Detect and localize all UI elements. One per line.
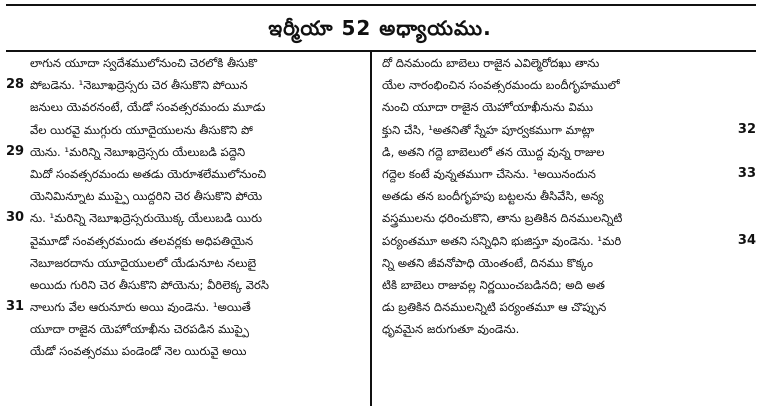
line-text: గద్దెల కంటే వున్నతముగా చేసెను. ¹అయినందున xyxy=(382,166,596,181)
verse-number: 31 xyxy=(6,299,25,315)
verse-number: 28 xyxy=(6,77,25,93)
line-text: ధృవమైన జరుగుతూ వుండెను. xyxy=(382,322,520,337)
text-line xyxy=(376,318,756,340)
text-line xyxy=(6,74,366,96)
line-text: వైమూడో సంవత్సరమందు తలవర్లకు అధిపతియైన xyxy=(30,233,254,248)
line-text: టికి బాబెలు రాజువల్ల నిర్ణయించబడినది; అది అత xyxy=(382,277,605,292)
text-line xyxy=(6,230,366,252)
line-text: డు బ్రతికిన దినములన్నిటి పర్యంతమూ ఆ చొప్పున xyxy=(382,300,607,315)
line-text: క్తుని చేసి, ¹అతనితో స్నేహ పూర్వకముగా మాట్లా xyxy=(382,122,595,137)
text-line xyxy=(6,318,366,340)
chapter-title: ఇర్మీయా 52 అధ్యాయము. xyxy=(268,16,492,40)
line-text: యెను. ¹మరిన్ని నెబూఖద్రెస్సరు యేలుబడి పద్దెని xyxy=(30,144,246,159)
verse-number: 30 xyxy=(6,210,25,226)
line-text: వేల యిరవై ముగ్గురు యూదైయులను తీసుకొని పో xyxy=(30,122,253,137)
line-text: జనులు యెవరనంటే, యేడో సంవత్సరమందు మూడు xyxy=(30,100,266,115)
line-text: ను. ¹మరిన్ని నెబూఖద్రెస్సరుయొక్క యేలుబడి యిరు xyxy=(30,211,262,226)
text-line xyxy=(376,230,756,252)
top-rule xyxy=(6,4,756,6)
text-line xyxy=(376,252,756,274)
line-text: యేడో సంవత్సరము పండెండో నెల యిరువై అయి xyxy=(30,344,247,359)
text-line xyxy=(376,141,756,163)
line-text: యూదా రాజైన యెహోయాఖీను చెరపడిన ముప్పై xyxy=(30,322,249,337)
text-line xyxy=(376,74,756,96)
line-text: యేల నారంభించిన సంవత్సరమందు బందీగృహములో xyxy=(382,78,620,93)
verse-number: 29 xyxy=(6,143,25,159)
text-line xyxy=(6,141,366,163)
text-line xyxy=(376,296,756,318)
text-line xyxy=(376,207,756,229)
text-line xyxy=(6,96,366,118)
line-text: నాలుగు వేల ఆరునూరు అయి వుండెను. ¹అయితే xyxy=(30,300,251,315)
line-text: లాగున యూదా స్వదేశములోనుంచి చెరలోకి తీసుకొ xyxy=(30,56,258,70)
line-text: పోబడెను. ¹నెబూఖద్రెస్సరు చెర తీసుకొని పోయిన xyxy=(30,78,248,93)
text-line xyxy=(6,119,366,141)
line-text: న్ని అతని జీవనోపాధి యెంతంటే, దినము కొక్కం xyxy=(382,255,593,270)
text-line xyxy=(6,340,366,362)
text-line xyxy=(376,274,756,296)
line-text: నెబూజరదాను యూదైయులలో యేడునూట నలుబై xyxy=(30,255,257,270)
line-text: మిదో సంవత్సరమందు అతడు యెరూశలేములోనుంచి xyxy=(30,166,267,181)
column-divider xyxy=(370,50,372,406)
verse-number: 32 xyxy=(737,121,756,137)
line-text: పర్యంతమూ అతని సన్నిధిని భుజిస్తూ వుండెను. ¹మరి xyxy=(382,233,622,248)
line-text: నుంచి యూదా రాజైన యెహోయాఖీనును విము xyxy=(382,100,594,115)
text-line xyxy=(6,185,366,207)
line-text: డి, అతని గద్దె బాబెలులో తన యొద్ద వున్న రాజుల xyxy=(382,144,605,159)
verse-number: 33 xyxy=(737,165,756,181)
line-text: అతడు తన బందీగృహపు బట్టలను తీసివేసి, అన్య xyxy=(382,189,604,204)
line-text: దో దినమందు బాబెలు రాజైన ఎవిల్మెరోదఖు తాను xyxy=(382,56,600,70)
text-line xyxy=(6,252,366,274)
line-text: అయిదు గురిని చెర తీసుకొని పోయెను; వీరిలెక్క వెరసి xyxy=(30,277,269,292)
line-text: యెనిమిన్నూట ముప్పై యిద్దరిని చెర తీసుకొని పోయె xyxy=(30,189,263,204)
verse-number: 34 xyxy=(737,232,756,248)
text-line xyxy=(376,52,756,74)
text-line xyxy=(6,207,366,229)
text-line xyxy=(6,296,366,318)
left-column xyxy=(6,52,366,363)
text-line xyxy=(6,52,366,74)
right-column xyxy=(376,52,756,340)
text-line xyxy=(376,163,756,185)
line-text: వస్త్రములను ధరించుకొని, తాను బ్రతికిన దినములన్నిటి xyxy=(382,211,623,226)
text-line xyxy=(376,185,756,207)
text-line xyxy=(6,163,366,185)
text-line xyxy=(376,96,756,118)
text-line xyxy=(376,119,756,141)
text-line xyxy=(6,274,366,296)
